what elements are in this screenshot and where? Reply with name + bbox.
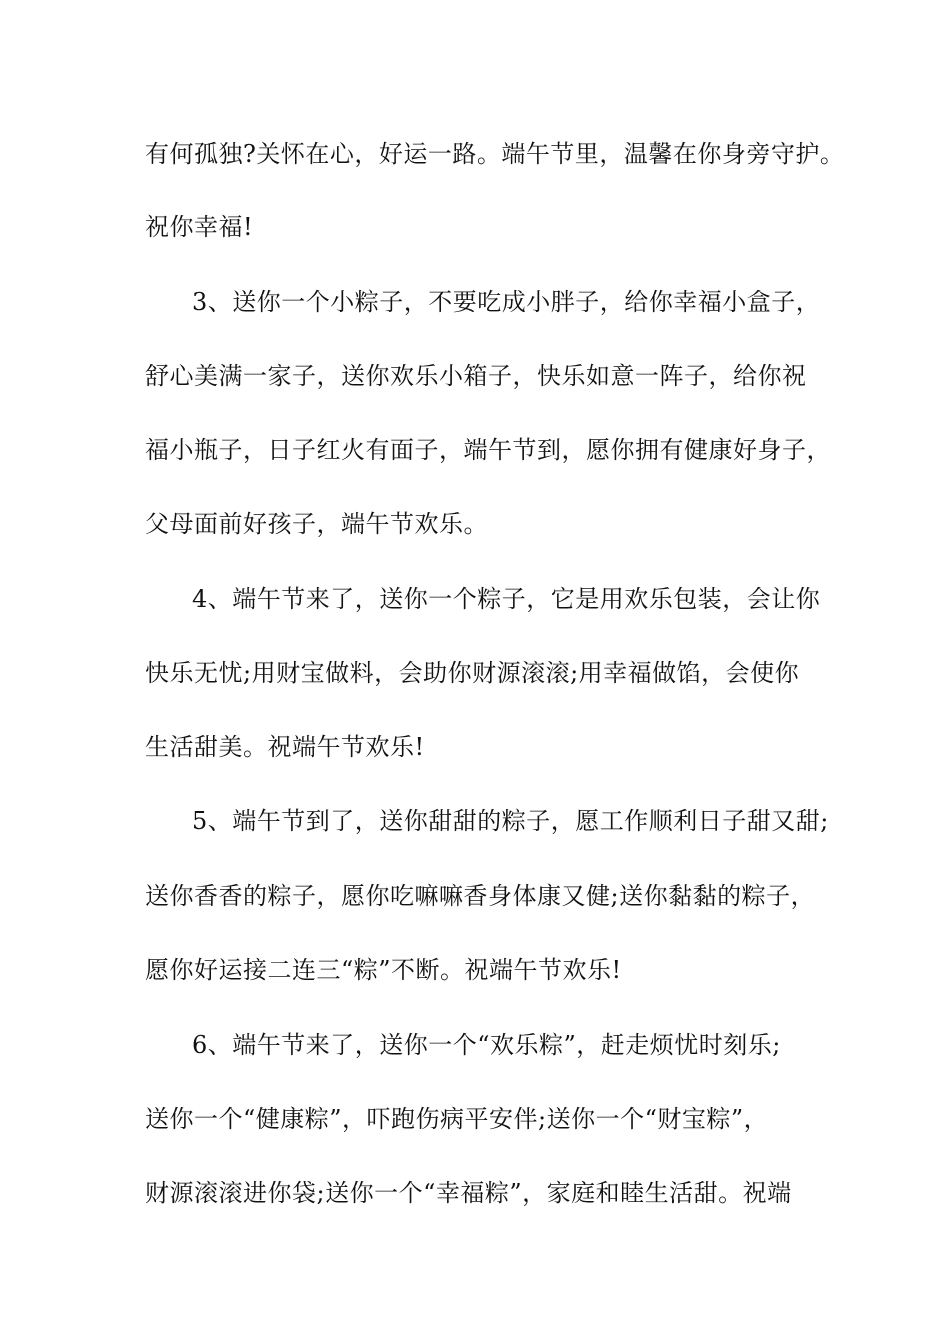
text-line: 快乐无忧;用财宝做料，会助你财源滚滚;用幸福做馅，会使你 <box>145 659 800 687</box>
paragraph-5-start: 5、端午节到了，送你甜甜的粽子，愿工作顺利日子甜又甜; <box>192 807 829 835</box>
text-line: 送你香香的粽子，愿你吃嘛嘛香身体康又健;送你黏黏的粽子， <box>145 882 816 910</box>
text-line: 送你一个“健康粽”，吓跑伤病平安伴;送你一个“财宝粽”， <box>145 1105 769 1133</box>
text-line: 父母面前好孩子，端午节欢乐。 <box>145 510 488 538</box>
text-line: 生活甜美。祝端午节欢乐! <box>145 733 425 761</box>
paragraph-6-start: 6、端午节来了，送你一个“欢乐粽”，赶走烦忧时刻乐; <box>192 1031 781 1059</box>
paragraph-4-start: 4、端午节来了，送你一个粽子，它是用欢乐包装，会让你 <box>192 585 821 613</box>
text-line: 有何孤独?关怀在心，好运一路。端午节里，温馨在你身旁守护。 <box>145 140 845 168</box>
text-line: 福小瓶子，日子红火有面子，端午节到，愿你拥有健康好身子， <box>145 436 831 464</box>
text-line: 舒心美满一家子，送你欢乐小箱子，快乐如意一阵子，给你祝 <box>145 362 807 390</box>
text-line: 财源滚滚进你袋;送你一个“幸福粽”，家庭和睦生活甜。祝端 <box>145 1179 792 1207</box>
text-line: 祝你幸福! <box>145 213 254 241</box>
paragraph-3-start: 3、送你一个小粽子，不要吃成小胖子，给你幸福小盒子， <box>192 288 821 316</box>
text-line: 愿你好运接二连三“粽”不断。祝端午节欢乐! <box>145 956 622 984</box>
